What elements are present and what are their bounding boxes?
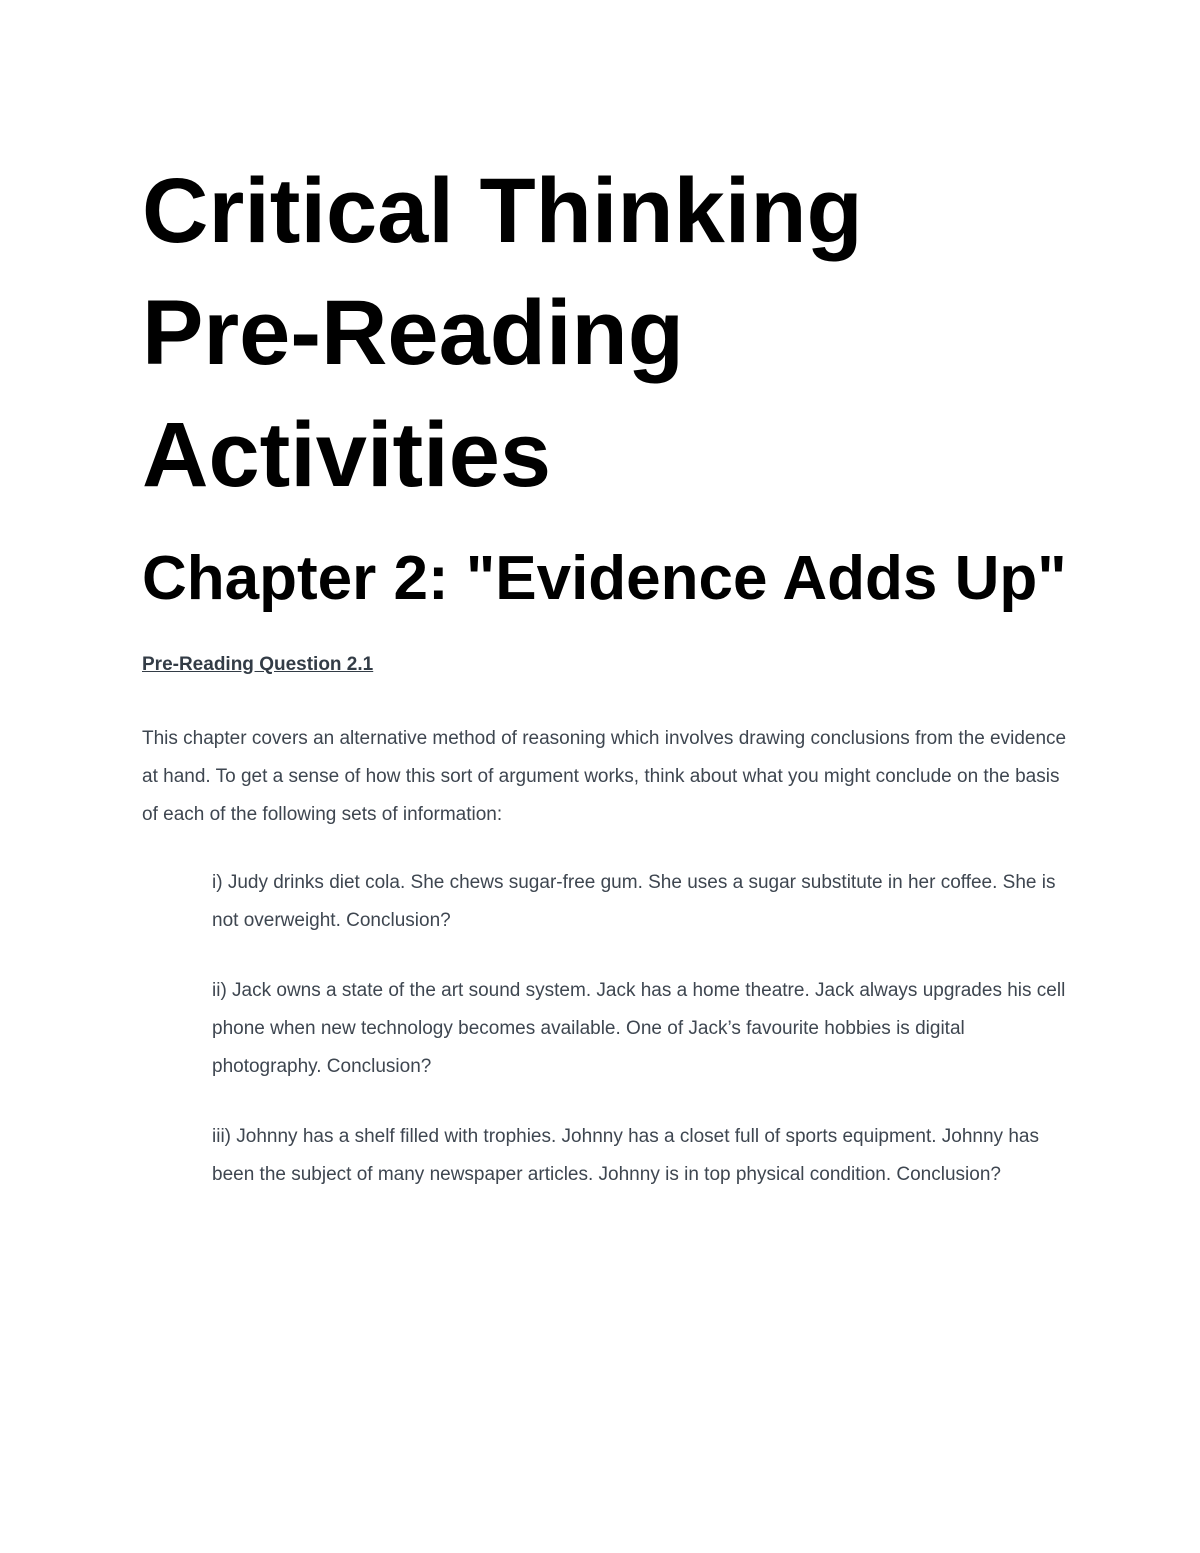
question-item-3: iii) Johnny has a shelf filled with trophies. Johnny has a closet full of sports equipment. Johnny has been the subject of many newspaper articles. Johnny is in top physical condition. Conclusion?	[212, 1126, 1039, 1185]
title-line-2: Pre-Reading	[142, 282, 684, 384]
title-line-3: Activities	[142, 404, 552, 506]
question-item-1: i) Judy drinks diet cola. She chews sugar-free gum. She uses a sugar substitute in her coffee. She is not overweight. Conclusion?	[212, 872, 1056, 931]
document-title	[142, 150, 1072, 516]
question-item-2: ii) Jack owns a state of the art sound system. Jack has a home theatre. Jack always upgrades his cell phone when new technology becomes available. One of Jack’s favourite hobbies is digital photography. Conclusion?	[212, 980, 1066, 1077]
chapter-title: Chapter 2: "Evidence Adds Up"	[142, 544, 1067, 613]
question-heading: Pre-Reading Question 2.1	[142, 654, 374, 675]
question-items-list	[212, 864, 1072, 1194]
document-content	[142, 150, 1072, 1226]
intro-paragraph: This chapter covers an alternative method of reasoning which involves drawing conclusions from the evidence at hand. To get a sense of how this sort of argument works, think about what you might conclude on the basis of each of the following sets of information:	[142, 728, 1067, 825]
title-line-1: Critical Thinking	[142, 160, 863, 262]
